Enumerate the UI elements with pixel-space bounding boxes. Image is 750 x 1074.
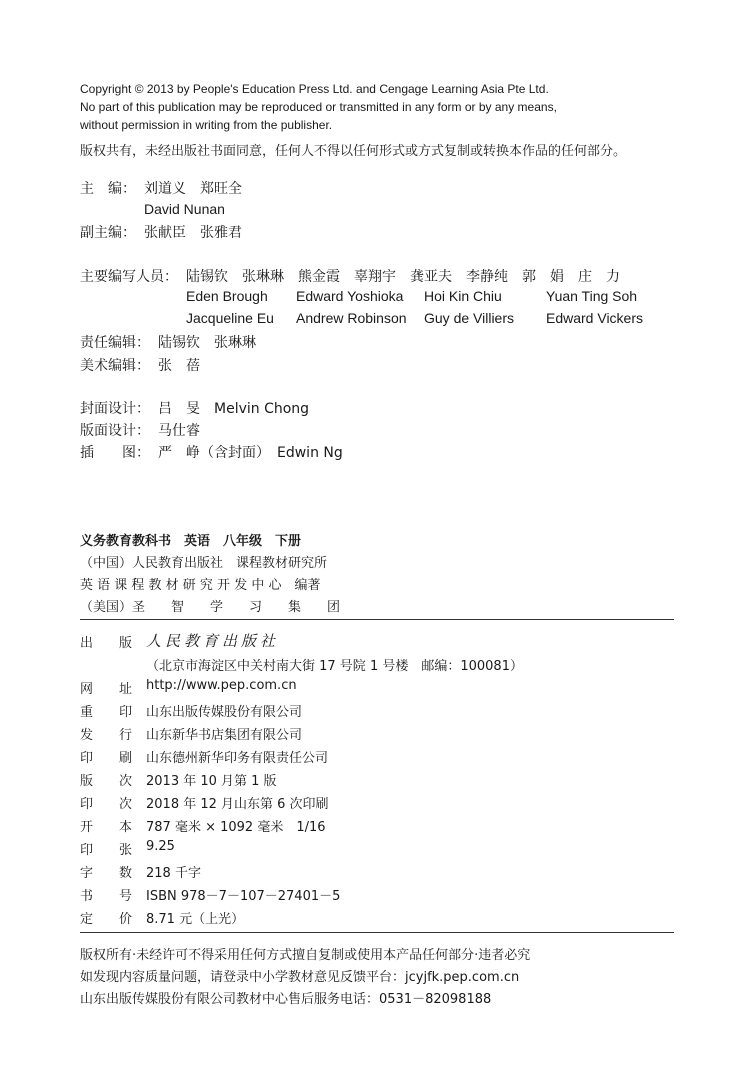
publisher-logo: 人民教育出版社	[146, 632, 280, 650]
writer-en: Yuan Ting Soh	[546, 288, 638, 304]
writer-en: Eden Brough	[186, 288, 268, 304]
pub-row-label: 印 张	[80, 843, 133, 858]
divider-bottom	[80, 932, 674, 933]
pub-row-value: 2018 年 12 月山东第 6 次印刷	[146, 797, 329, 812]
copyright-line-3: without permission in writing from the publisher.	[80, 118, 333, 132]
book-title: 义务教育教科书 英语 八年级 下册	[80, 534, 302, 549]
cover-design-label: 封面设计：	[80, 401, 150, 417]
art-editor-label: 美术编辑：	[80, 358, 150, 374]
publisher-line: （中国）人民教育出版社 课程教材研究所	[80, 556, 328, 571]
responsible-editor-label: 责任编辑：	[80, 335, 150, 351]
layout-design: 马仕睿	[158, 423, 200, 439]
writer-en: Andrew Robinson	[296, 310, 407, 326]
writer-en: Guy de Villiers	[424, 310, 515, 326]
compiler-line: 英 语 课 程 教 材 研 究 开 发 中 心 编著	[80, 578, 321, 593]
partner-line: （美国）圣 智 学 习 集 团	[80, 600, 341, 615]
pub-row-value: 218 千字	[146, 866, 201, 881]
copyright-line-2: No part of this publication may be reproduced or transmitted in any form or by any means,	[80, 100, 557, 114]
pub-row-value: 787 毫米 × 1092 毫米 1/16	[146, 820, 326, 835]
footer-rights: 版权所有·未经许可不得采用任何方式擅自复制或使用本产品任何部分·违者必究	[80, 948, 531, 963]
footer-service-phone: 山东出版传媒股份有限公司教材中心售后服务电话：0531－82098188	[80, 992, 492, 1007]
pub-row-value: 山东出版传媒股份有限公司	[146, 705, 303, 720]
writer-en: Edward Vickers	[546, 310, 644, 326]
pub-row-label: 版 次	[80, 774, 133, 789]
divider-top	[80, 619, 674, 620]
deputy-editor-label: 副主编：	[80, 225, 136, 241]
layout-design-label: 版面设计：	[80, 423, 150, 439]
pub-row-value: 山东德州新华印务有限责任公司	[146, 751, 329, 766]
pub-row-value: 9.25	[146, 839, 175, 854]
responsible-editors: 陆锡钦 张琳琳	[158, 335, 256, 351]
art-editor: 张 蓓	[158, 358, 200, 374]
writer-en: Jacqueline Eu	[186, 310, 274, 326]
illustration: 严 峥（含封面） Edwin Ng	[158, 445, 343, 461]
writer-en: Edward Yoshioka	[296, 288, 404, 304]
writer-en: Hoi Kin Chiu	[424, 288, 502, 304]
pub-row-label: 发 行	[80, 728, 133, 743]
pub-row-value: 2013 年 10 月第 1 版	[146, 774, 277, 789]
pub-row-label: 印 刷	[80, 751, 133, 766]
publisher-label: 出 版	[80, 636, 133, 651]
pub-row-label: 开 本	[80, 820, 133, 835]
pub-row-label: 字 数	[80, 866, 133, 881]
copyright-line-1: Copyright © 2013 by People's Education Press Ltd. and Cengage Learning Asia Pte Ltd.	[80, 82, 549, 96]
pub-row-value[interactable]: http://www.pep.com.cn	[146, 678, 297, 693]
pub-row-label: 定 价	[80, 912, 133, 927]
pub-row-label: 重 印	[80, 705, 133, 720]
illustration-label: 插 图：	[80, 445, 150, 461]
chief-editors-cn: 刘道义 郑旺全	[144, 181, 242, 197]
copyright-cn: 版权共有，未经出版社书面同意，任何人不得以任何形式或方式复制或转换本作品的任何部分。	[80, 144, 627, 159]
pub-row-value: ISBN 978－7－107－27401－5	[146, 889, 341, 904]
deputy-editors: 张献臣 张雅君	[144, 225, 242, 241]
publisher-address: （北京市海淀区中关村南大街 17 号院 1 号楼 邮编：100081）	[146, 659, 523, 674]
pub-row-value: 山东新华书店集团有限公司	[146, 728, 303, 743]
pub-row-label: 网 址	[80, 682, 133, 697]
pub-row-value: 8.71 元（上光）	[146, 912, 245, 927]
pub-row-label: 书 号	[80, 889, 133, 904]
pub-row-label: 印 次	[80, 797, 133, 812]
main-writers-cn: 陆锡钦 张琳琳 熊金霞 辜翔宇 龚亚夫 李静纯 郭 娟 庄 力	[186, 269, 620, 285]
chief-editor-en: David Nunan	[144, 201, 225, 217]
cover-design: 吕 旻 Melvin Chong	[158, 401, 310, 417]
main-writers-label: 主要编写人员：	[80, 269, 178, 285]
footer-feedback: 如发现内容质量问题，请登录中小学教材意见反馈平台：jcyjfk.pep.com.cn	[80, 970, 520, 985]
chief-editor-label: 主 编：	[80, 181, 136, 197]
